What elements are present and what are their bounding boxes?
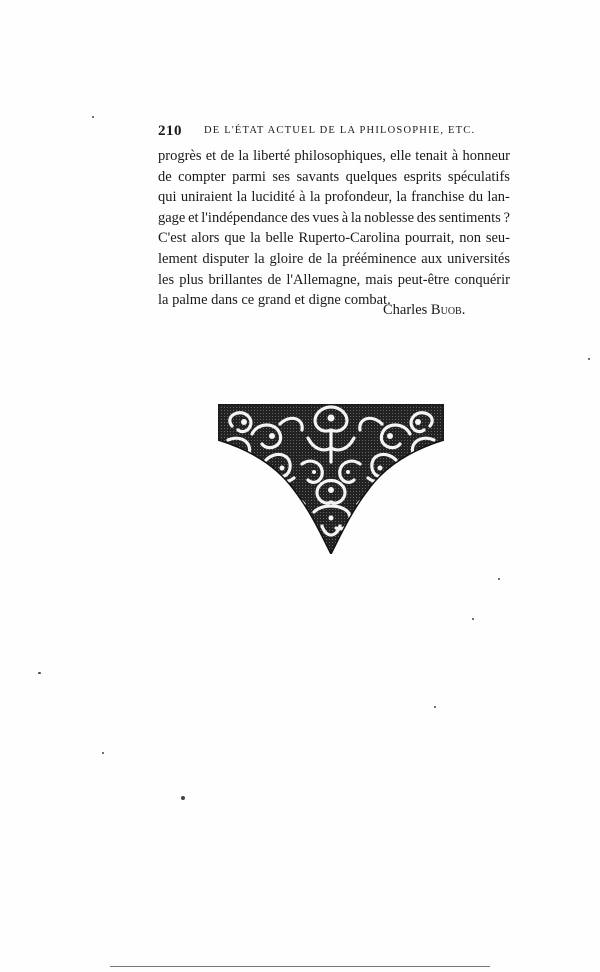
page-edge-rule	[110, 966, 490, 967]
scan-speck	[102, 752, 104, 754]
body-line: lement disputer la gloire de la prééminence aux universités	[158, 250, 510, 267]
signature	[383, 302, 465, 319]
body-line: gage et l'indépendance des vues à la noblesse des sentiments ?	[158, 209, 510, 226]
running-head	[158, 123, 476, 139]
scan-speck	[38, 672, 41, 674]
scan-speck	[434, 706, 436, 708]
body-line: de compter parmi ses savants quelques esprits spéculatifs	[158, 168, 510, 185]
body-line: progrès et de la liberté philosophiques, elle tenait à honneur	[158, 148, 510, 164]
body-line: qui uniraient la lucidité à la profondeur, la franchise du lan-	[158, 189, 510, 206]
signature-first-name: Charles	[383, 302, 428, 318]
running-title: DE L'ÉTAT ACTUEL DE LA PHILOSOPHIE, ETC.	[204, 125, 476, 136]
body-line: la palme dans ce grand et digne combat.	[158, 292, 391, 309]
scan-speck	[472, 618, 474, 620]
body-line: C'est alors que la belle Ruperto-Carolina pourrait, non seu-	[158, 230, 510, 247]
scan-speck	[92, 116, 94, 118]
scan-speck	[588, 358, 590, 360]
page-number: 210	[158, 123, 182, 139]
scan-speck	[498, 578, 500, 580]
body-paragraph	[158, 146, 510, 311]
body-line: les plus brillantes de l'Allemagne, mais peut-être conquérir	[158, 271, 510, 288]
scan-speck	[181, 796, 185, 800]
arabesque-tailpiece-icon	[218, 404, 444, 554]
signature-last-name: Buob.	[430, 302, 466, 318]
